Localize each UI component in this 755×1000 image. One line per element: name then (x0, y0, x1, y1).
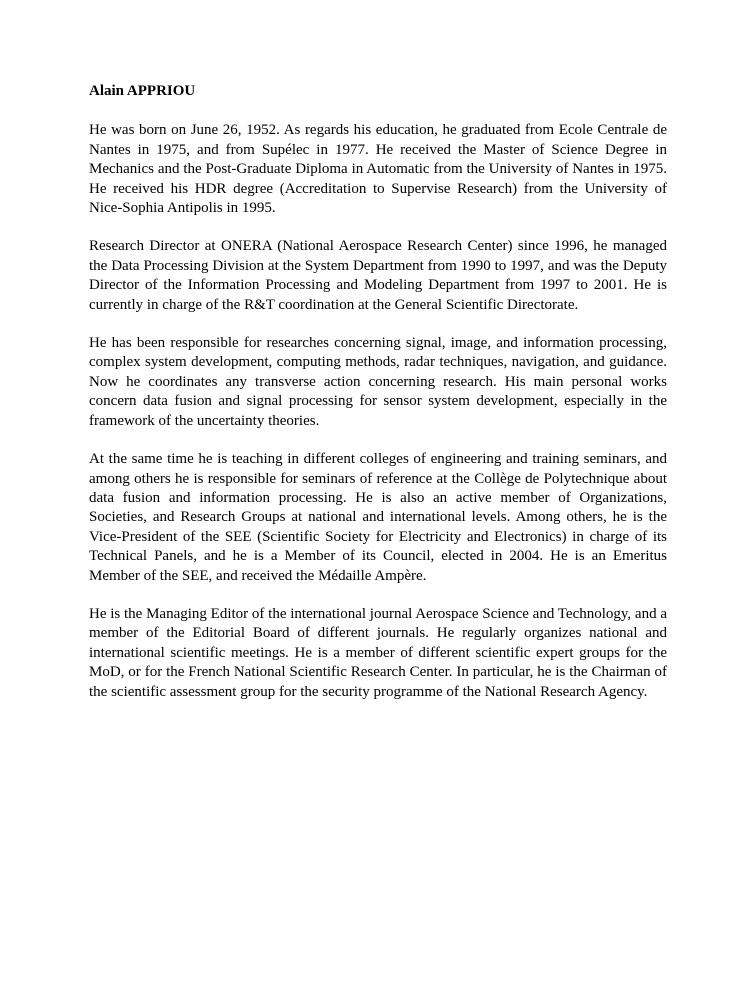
paragraph-birth-education: He was born on June 26, 1952. As regards his education, he graduated from Ecole Centrale de Nantes in 1975, and from Supélec in 1977. He received the Master of Science Degree in Mechanics and the Post-Graduate Diploma in Automatic from the University of Nantes in 1975. He received his HDR degree (Accreditation to Supervise Research) from the University of Nice-Sophia Antipolis in 1995. (89, 122, 667, 217)
paragraph-editorial-activities: He is the Managing Editor of the international journal Aerospace Science and Technology, and a member of the Editorial Board of different journals. He regularly organizes national and international scientific meetings. He is a member of different scientific expert groups for the MoD, or for the French National Scientific Research Center. In particular, he is the Chairman of the scientific assessment group for the security programme of the National Research Agency. (89, 605, 667, 700)
paragraph-teaching-memberships: At the same time he is teaching in different colleges of engineering and training seminars, and among others he is responsible for seminars of reference at the Collège de Polytechnique about data fusion and information processing. He is also an active member of Organizations, Societies, and Research Groups at national and international levels. Among others, he is the Vice-President of the SEE (Scientific Society for Electricity and Electronics) in charge of its Technical Panels, and he is a Member of its Council, elected in 2004. He is an Emeritus Member of the SEE, and received the Médaille Ampère. (89, 451, 667, 584)
paragraph-research-responsibilities: He has been responsible for researches concerning signal, image, and information processing, complex system development, computing methods, radar techniques, navigation, and guidance. Now he coordinates any transverse action concerning research. His main personal works concern data fusion and signal processing for sensor system development, especially in the framework of the uncertainty theories. (89, 335, 667, 429)
paragraph-onera-career: Research Director at ONERA (National Aerospace Research Center) since 1996, he managed the Data Processing Division at the System Department from 1990 to 1997, and was the Deputy Director of the Information Processing and Modeling Department from 1997 to 2001. He is currently in charge of the R&T coordination at the General Scientific Directorate. (89, 238, 667, 313)
page-title: Alain APPRIOU (89, 83, 196, 99)
